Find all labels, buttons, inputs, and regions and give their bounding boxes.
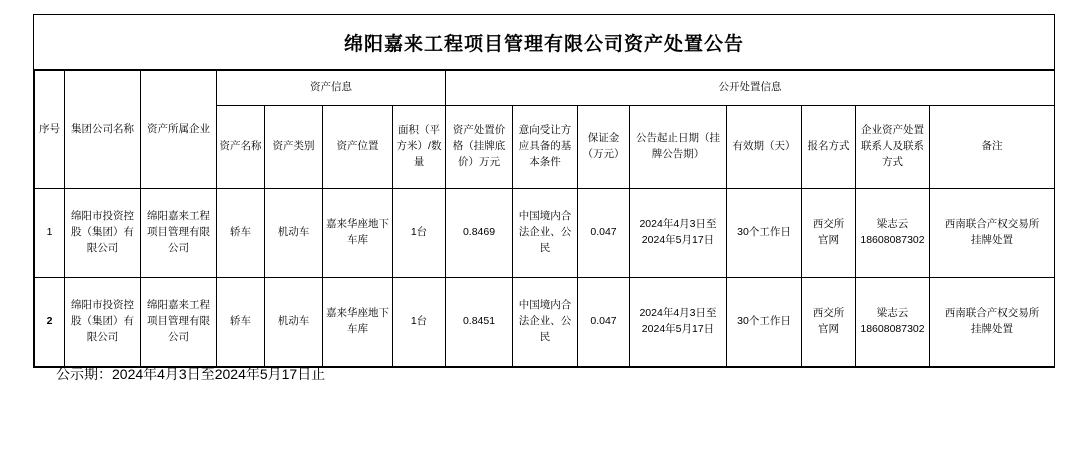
- contact-name: 梁志云: [876, 307, 909, 320]
- cell-group-company: 绵阳市投资控股（集团）有限公司: [65, 278, 141, 367]
- asset-disposal-table: [34, 70, 1055, 367]
- column-header-area-qty: 面积（平方米）/数量: [393, 106, 446, 189]
- signup-method-line2: 官网: [818, 234, 839, 246]
- announce-period-start: 2024年4月3日至: [639, 307, 717, 320]
- column-header-valid-days: 有效期（天）: [727, 106, 802, 189]
- cell-area-qty: 1台: [393, 189, 446, 278]
- cell-remark: [930, 189, 1055, 278]
- column-header-owner-company: 资产所属企业: [141, 71, 217, 189]
- column-header-price: 资产处置价格（挂牌底价）万元: [446, 106, 513, 189]
- column-header-announce-period: 公告起止日期（挂牌公告期）: [630, 106, 727, 189]
- cell-asset-type: 机动车: [265, 189, 323, 278]
- cell-deposit: 0.047: [578, 189, 630, 278]
- cell-asset-location: 嘉来华座地下车库: [323, 189, 393, 278]
- announce-period-end: 2024年5月17日: [641, 234, 715, 246]
- cell-remark: [930, 278, 1055, 367]
- contact-phone: 18608087302: [860, 234, 925, 246]
- cell-buyer-conditions: 中国境内合法企业、公民: [513, 278, 578, 367]
- cell-price: 0.8469: [446, 189, 513, 278]
- remark-line2: 挂牌处置: [971, 323, 1013, 335]
- cell-price: 0.8451: [446, 278, 513, 367]
- cell-owner-company: 绵阳嘉来工程项目管理有限公司: [141, 189, 217, 278]
- cell-group-company: 绵阳市投资控股（集团）有限公司: [65, 189, 141, 278]
- cell-signup-method: [802, 189, 856, 278]
- table-row: [35, 278, 1055, 367]
- contact-phone: 18608087302: [860, 323, 925, 335]
- cell-contact: [856, 189, 930, 278]
- cell-contact: [856, 278, 930, 367]
- cell-asset-name: 轿车: [217, 278, 265, 367]
- column-header-asset-type: 资产类别: [265, 106, 323, 189]
- cell-buyer-conditions: 中国境内合法企业、公民: [513, 189, 578, 278]
- column-header-remark: 备注: [930, 106, 1055, 189]
- cell-asset-name: 轿车: [217, 189, 265, 278]
- cell-asset-location: 嘉来华座地下车库: [323, 278, 393, 367]
- group-header-asset-info: 资产信息: [217, 71, 446, 106]
- signup-method-line2: 官网: [818, 323, 839, 335]
- announce-period-start: 2024年4月3日至: [639, 218, 717, 231]
- announce-period-end: 2024年5月17日: [641, 323, 715, 335]
- contact-name: 梁志云: [876, 218, 909, 231]
- table-row: [35, 189, 1055, 278]
- public-notice-period: 公示期：2024年4月3日至2024年5月17日止: [56, 366, 326, 382]
- cell-deposit: 0.047: [578, 278, 630, 367]
- cell-valid-days: 30个工作日: [727, 278, 802, 367]
- column-header-group-company: 集团公司名称: [65, 71, 141, 189]
- column-header-asset-location: 资产位置: [323, 106, 393, 189]
- cell-signup-method: [802, 278, 856, 367]
- cell-seq: 1: [35, 189, 65, 278]
- cell-area-qty: 1台: [393, 278, 446, 367]
- remark-line1: 西南联合产权交易所: [944, 307, 1040, 320]
- cell-owner-company: 绵阳嘉来工程项目管理有限公司: [141, 278, 217, 367]
- page-title: 绵阳嘉来工程项目管理有限公司资产处置公告: [34, 15, 1054, 70]
- cell-announce-period: [630, 189, 727, 278]
- remark-line2: 挂牌处置: [971, 234, 1013, 246]
- signup-method-line1: 西交所: [812, 307, 845, 320]
- cell-seq: 2: [35, 278, 65, 367]
- column-header-asset-name: 资产名称: [217, 106, 265, 189]
- group-header-public-disposal-info: 公开处置信息: [446, 71, 1055, 106]
- remark-line1: 西南联合产权交易所: [944, 218, 1040, 231]
- announcement-frame: [33, 14, 1055, 368]
- column-header-deposit: 保证金（万元）: [578, 106, 630, 189]
- column-header-buyer-conditions: 意向受让方应具备的基本条件: [513, 106, 578, 189]
- column-header-signup-method: 报名方式: [802, 106, 856, 189]
- cell-valid-days: 30个工作日: [727, 189, 802, 278]
- column-header-contact: 企业资产处置联系人及联系方式: [856, 106, 930, 189]
- column-header-seq: 序号: [35, 71, 65, 189]
- signup-method-line1: 西交所: [812, 218, 845, 231]
- cell-announce-period: [630, 278, 727, 367]
- cell-asset-type: 机动车: [265, 278, 323, 367]
- table-group-header-row: [35, 71, 1055, 106]
